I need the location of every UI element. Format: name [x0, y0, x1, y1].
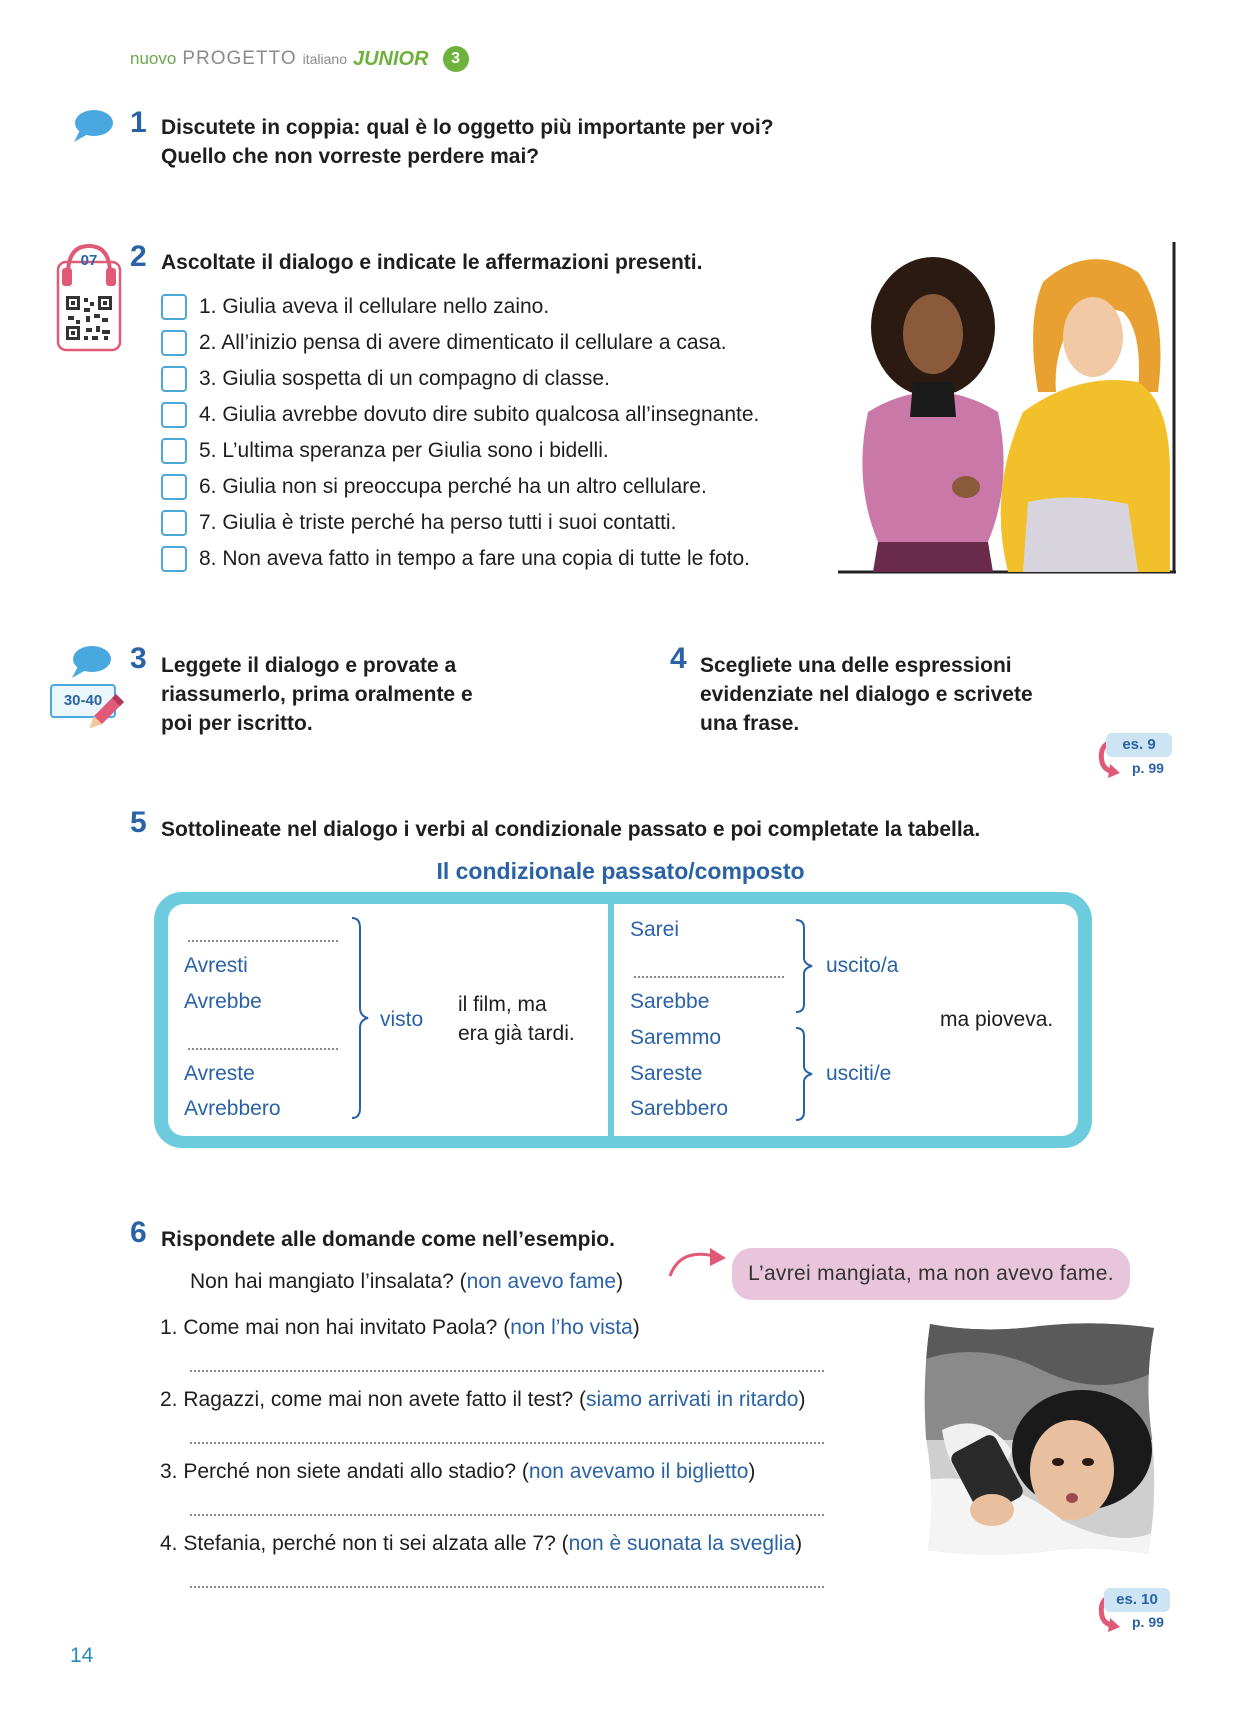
statement-text: 7. Giulia è triste perché ha perso tutti i suoi contatti.: [199, 511, 677, 534]
checkbox[interactable]: [161, 402, 187, 428]
audio-track-badge[interactable]: [56, 240, 122, 352]
exercise-2-instruction: Ascoltate il dialogo e indicate le affermazioni presenti.: [161, 251, 703, 274]
exercise-4-line-1: Scegliete una delle espressioni: [700, 654, 1012, 677]
pencil-icon: [84, 690, 128, 734]
workbook-page-reference: p. 99: [1132, 1614, 1164, 1630]
example-question-text: Non hai mangiato l’insalata? (: [190, 1270, 467, 1293]
statement-text: 5. L’ultima speranza per Giulia sono i bidelli.: [199, 439, 609, 462]
example-answer-bubble: [732, 1248, 1130, 1300]
verb-form: Avresti: [184, 954, 248, 977]
checkbox[interactable]: [161, 438, 187, 464]
lines-count-text: 30-40: [63, 692, 103, 709]
verb-form: Sarebbe: [630, 990, 710, 1013]
page-number: 14: [70, 1644, 94, 1667]
audio-track-number: 07: [80, 252, 98, 269]
verb-form: Sarebbero: [630, 1097, 729, 1120]
right-brace: [350, 916, 370, 1120]
exercise-5-number: 5: [130, 806, 147, 839]
statement-text: 8. Non aveva fatto in tempo a fare una copia di tutte le foto.: [199, 547, 751, 570]
exercise-1-line-2: Quello che non vorreste perdere mai?: [161, 145, 540, 168]
exercise-3-instruction: [161, 651, 473, 738]
question-text: 2. Ragazzi, come mai non avete fatto il test? (: [160, 1388, 587, 1411]
answer-line[interactable]: [190, 1586, 824, 1588]
statement-text: 4. Giulia avrebbe dovuto dire subito qualcosa all’insegnante.: [199, 403, 760, 426]
question-item: [160, 1382, 805, 1418]
verb-form: Avrebbero: [184, 1097, 281, 1120]
list-item: [161, 397, 759, 433]
blank-line[interactable]: [634, 976, 784, 978]
sentence-ending: [458, 990, 575, 1048]
exercise-4-line-3: una frase.: [700, 712, 800, 735]
exercise-2-list: [161, 289, 759, 577]
exercise-1-instruction: [161, 113, 774, 171]
verb-form: Avrebbe: [184, 990, 262, 1013]
past-participle: uscito/a: [826, 954, 899, 977]
book-header: [130, 46, 469, 72]
exercise-4-instruction: [700, 651, 1033, 738]
conjugation-table: [154, 892, 1092, 1148]
workbook-page-reference: p. 99: [1132, 760, 1164, 776]
question-text: 4. Stefania, perché non ti sei alzata alle 7? (: [160, 1532, 569, 1555]
answer-line[interactable]: [190, 1442, 824, 1444]
question-text: 3. Perché non siete andati allo stadio? (: [160, 1460, 529, 1483]
answer-line[interactable]: [190, 1370, 824, 1372]
list-item: [161, 433, 759, 469]
verb-form: Avreste: [184, 1062, 255, 1085]
question-hint: siamo arrivati in ritardo: [586, 1388, 799, 1411]
exercise-4-line-2: evidenziate nel dialogo e scrivete: [700, 683, 1033, 706]
checkbox[interactable]: [161, 546, 187, 572]
checkbox[interactable]: [161, 366, 187, 392]
example-hint: non avevo fame: [466, 1270, 617, 1293]
exercise-3-number: 3: [130, 642, 147, 675]
question-item: [160, 1310, 640, 1346]
list-item: [161, 469, 759, 505]
question-hint: non avevamo il biglietto: [528, 1460, 749, 1483]
table-title: Il condizionale passato/composto: [436, 858, 805, 884]
header-junior: JUNIOR: [352, 47, 429, 70]
exercise-5-instruction: Sottolineate nel dialogo i verbi al condizionale passato e poi completate la tabella.: [161, 818, 981, 841]
exercise-1-number: 1: [130, 106, 147, 139]
header-italiano: italiano: [302, 51, 347, 67]
checkbox[interactable]: [161, 510, 187, 536]
statement-text: 3. Giulia sospetta di un compagno di classe.: [199, 367, 610, 390]
checkbox[interactable]: [161, 330, 187, 356]
table-right-panel: [614, 904, 1078, 1136]
table-left-panel: [168, 904, 608, 1136]
question-hint: non è suonata la sveglia: [568, 1532, 796, 1555]
right-brace: [794, 1026, 814, 1122]
past-participle: visto: [380, 1008, 424, 1031]
question-item: [160, 1526, 802, 1562]
girls-illustration: [838, 242, 1178, 574]
speech-bubble-icon: [68, 644, 112, 680]
statement-text: 1. Giulia aveva il cellulare nello zaino.: [199, 295, 550, 318]
statement-text: 2. All’inizio pensa di avere dimenticato il cellulare a casa.: [199, 331, 727, 354]
workbook-reference[interactable]: es. 9: [1106, 733, 1172, 757]
sentence-ending-line-1: il film, ma: [458, 993, 547, 1016]
question-close: ): [798, 1388, 806, 1411]
curved-arrow-icon: [666, 1244, 730, 1280]
exercise-4-number: 4: [670, 642, 687, 675]
question-close: ): [795, 1532, 803, 1555]
example-answer: L’avrei mangiata, ma non avevo fame.: [748, 1262, 1114, 1285]
checkbox[interactable]: [161, 294, 187, 320]
exercise-3-line-1: Leggete il dialogo e provate a: [161, 654, 457, 677]
verb-form: Sarei: [630, 918, 680, 941]
blank-line[interactable]: [188, 1048, 338, 1050]
workbook-reference[interactable]: es. 10: [1104, 1588, 1170, 1612]
question-close: ): [748, 1460, 756, 1483]
list-item: [161, 505, 759, 541]
sentence-ending-line-2: era già tardi.: [458, 1022, 575, 1045]
question-item: [160, 1454, 755, 1490]
verb-form: Saremmo: [630, 1026, 722, 1049]
list-item: [161, 289, 759, 325]
example-close: ): [616, 1270, 624, 1293]
example-question: [190, 1264, 623, 1300]
sentence-ending: ma pioveva.: [940, 1008, 1054, 1031]
header-level-badge: 3: [443, 46, 469, 72]
header-progetto: PROGETTO: [182, 48, 297, 69]
exercise-3-line-3: poi per iscritto.: [161, 712, 313, 735]
list-item: [161, 541, 759, 577]
exercise-6-number: 6: [130, 1216, 147, 1249]
exercise-1-line-1: Discutete in coppia: qual è lo oggetto più importante per voi?: [161, 116, 774, 139]
question-close: ): [632, 1316, 640, 1339]
checkbox[interactable]: [161, 474, 187, 500]
verb-form: Sareste: [630, 1062, 703, 1085]
exercise-6-instruction: Rispondete alle domande come nell’esempio.: [161, 1228, 615, 1251]
list-item: [161, 325, 759, 361]
exercise-3-line-2: riassumerlo, prima oralmente e: [161, 683, 473, 706]
speech-bubble-icon: [70, 108, 114, 144]
blank-line[interactable]: [188, 940, 338, 942]
exercise-2-number: 2: [130, 240, 147, 273]
question-text: 1. Come mai non hai invitato Paola? (: [160, 1316, 511, 1339]
header-nuovo: nuovo: [130, 49, 177, 68]
past-participle: usciti/e: [826, 1062, 892, 1085]
list-item: [161, 361, 759, 397]
question-hint: non l’ho vista: [510, 1316, 633, 1339]
answer-line[interactable]: [190, 1514, 824, 1516]
statement-text: 6. Giulia non si preoccupa perché ha un altro cellulare.: [199, 475, 707, 498]
girl-in-bed-photo: [922, 1320, 1158, 1558]
right-brace: [794, 918, 814, 1014]
